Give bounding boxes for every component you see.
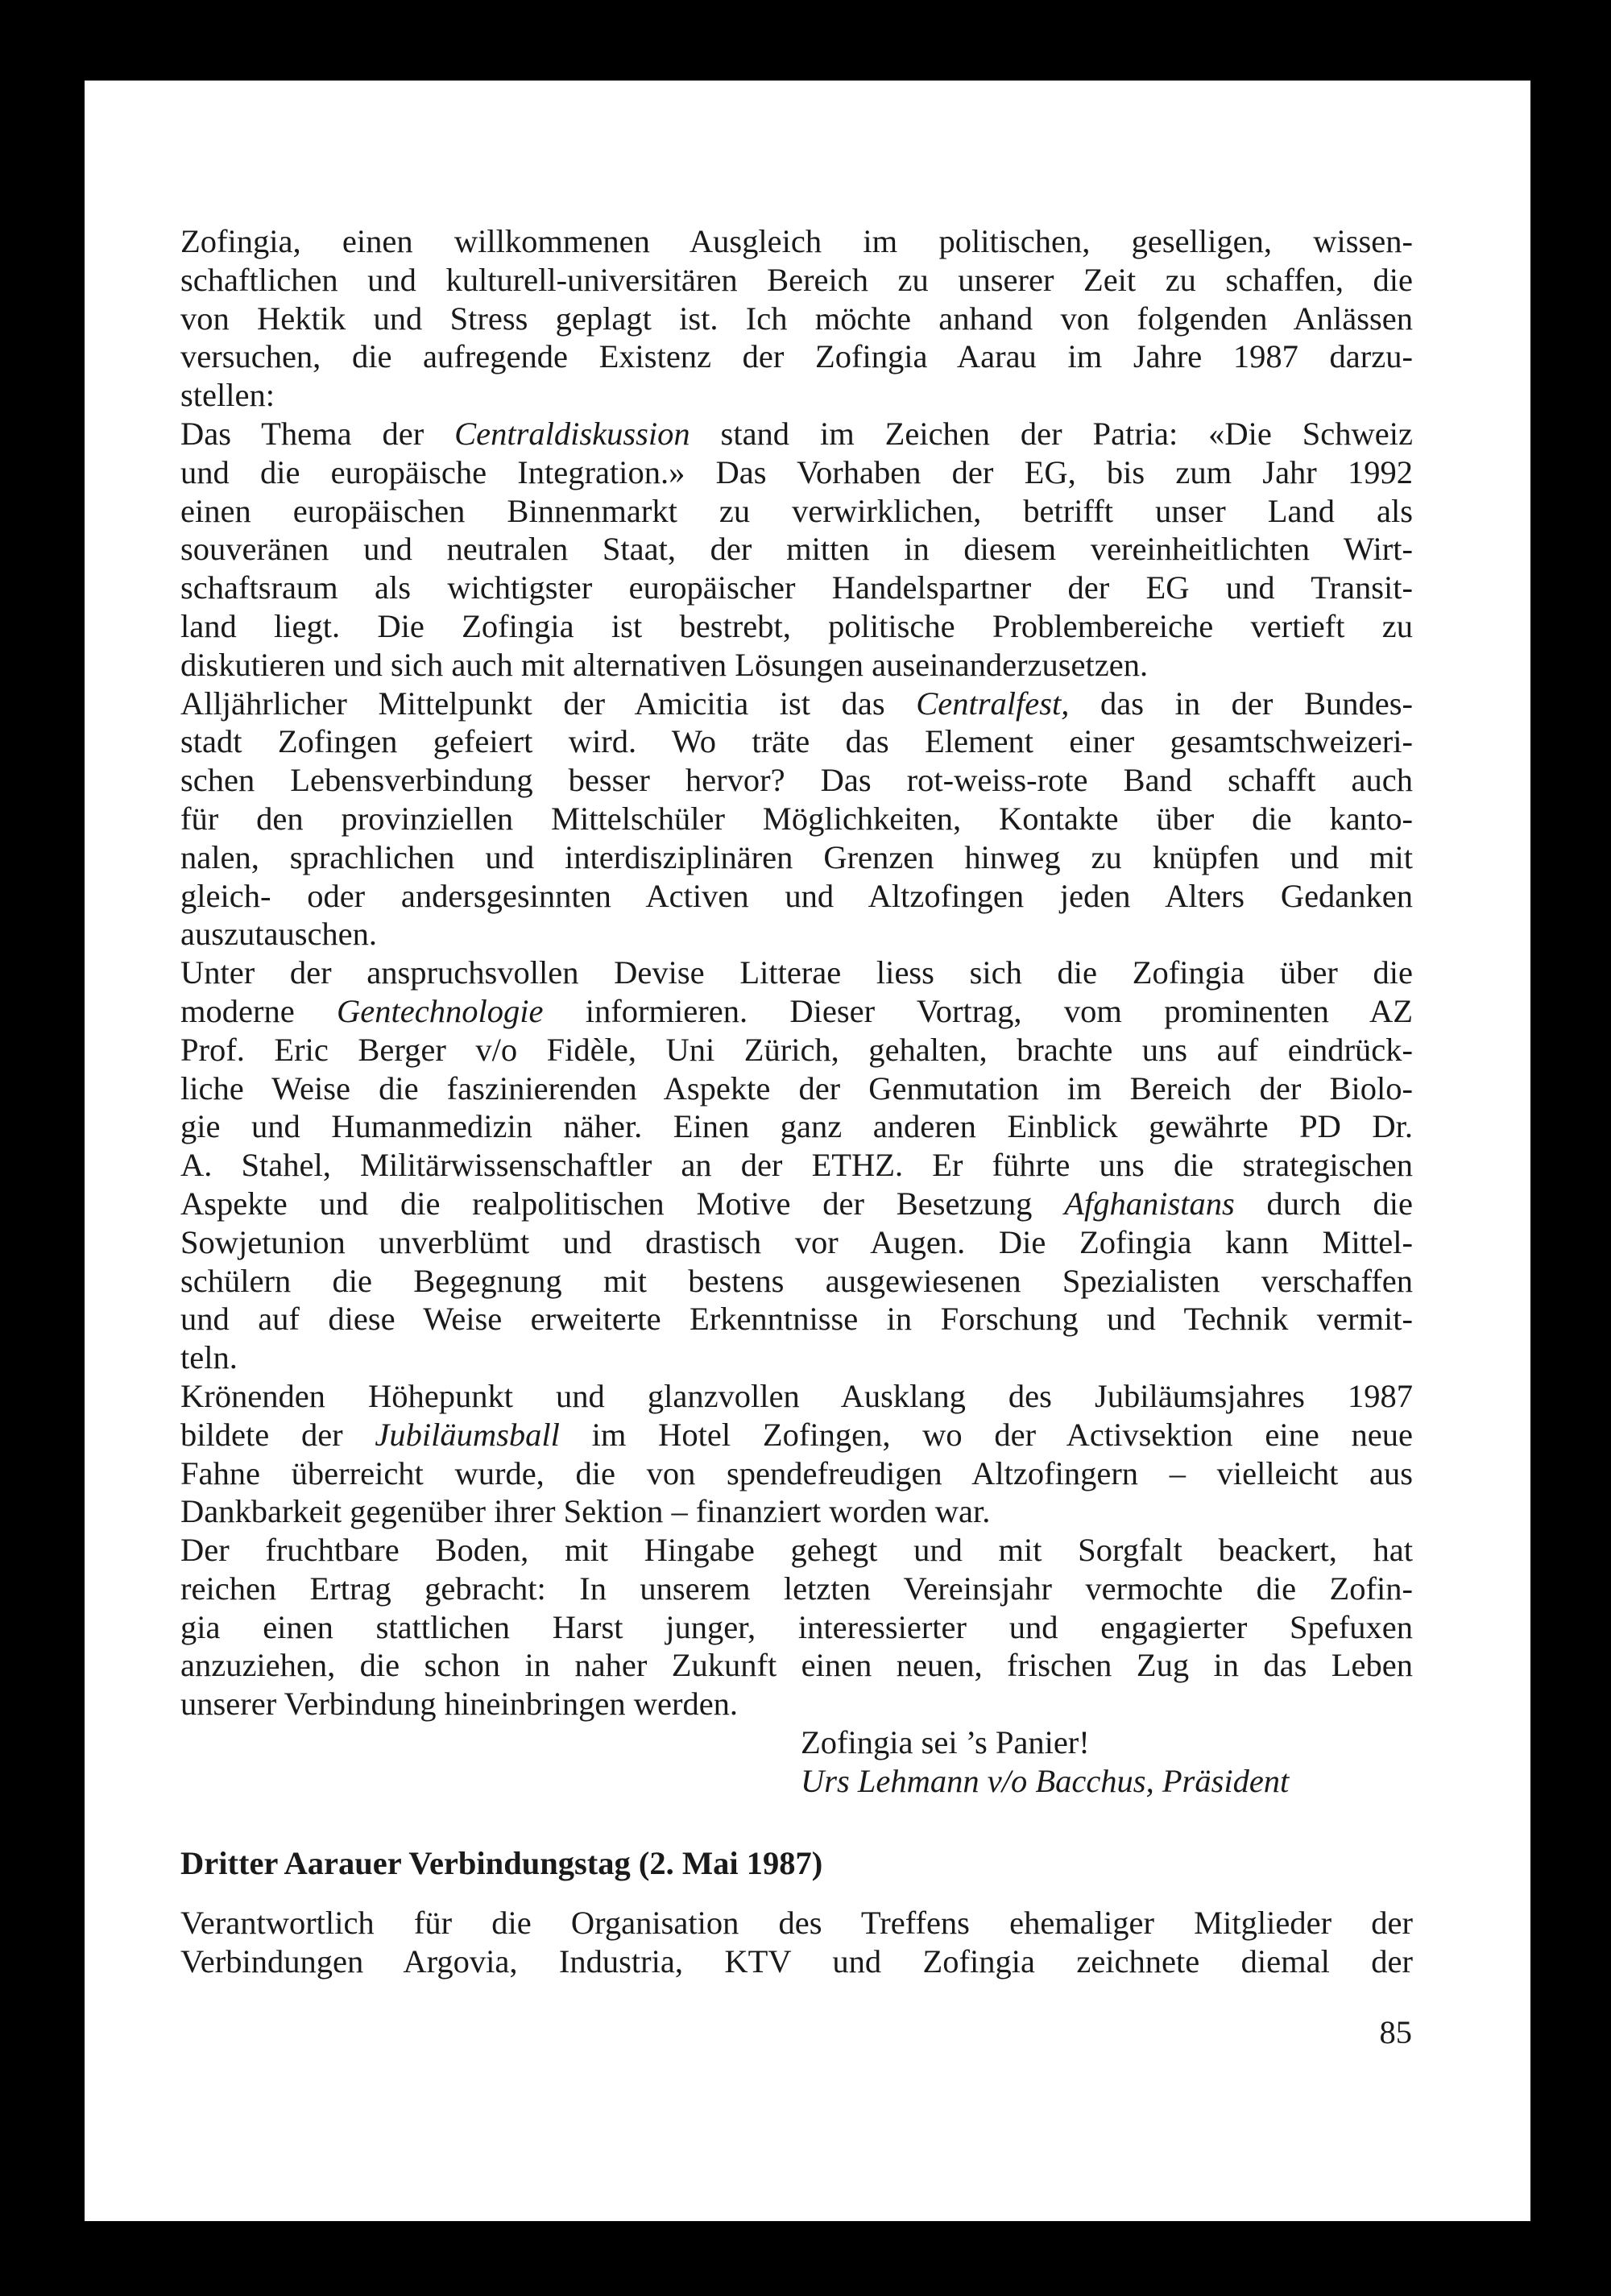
italic-term: Centralfest,	[916, 685, 1070, 722]
text-line: diskutieren und sich auch mit alternativen Lösungen auseinanderzusetzen.	[180, 646, 1149, 683]
text-line: schaftlichen und kulturell-universitären Bereich zu unserer Zeit zu schaffen, die	[180, 261, 1413, 298]
text-line: liche Weise die faszinierenden Aspekte der Genmutation im Bereich der Biolo-	[180, 1069, 1413, 1107]
text-line: moderne Gentechnologie informieren. Dieser Vortrag, vom prominenten AZ	[180, 992, 1413, 1029]
text-line: Prof. Eric Berger v/o Fidèle, Uni Zürich, gehalten, brachte uns auf eindrück-	[180, 1031, 1413, 1068]
text-line: schaftsraum als wichtigster europäischer Handelspartner der EG und Transit-	[180, 569, 1413, 606]
text-line: schülern die Begegnung mit bestens ausgewiesenen Spezialisten verschaffen	[180, 1262, 1413, 1299]
text-line: nalen, sprachlichen und interdisziplinären Grenzen hinweg zu knüpfen und mit	[180, 838, 1413, 875]
text-line: Aspekte und die realpolitischen Motive der Besetzung Afghanistans durch die	[180, 1185, 1413, 1222]
text-line: Zofingia, einen willkommenen Ausgleich im politischen, geselligen, wissen-	[180, 223, 1413, 259]
closing	[180, 1723, 1413, 1801]
text-line: Unter der anspruchsvollen Devise Litterae liess sich die Zofingia über die	[180, 954, 1413, 991]
italic-term: Jubiläumsball	[375, 1416, 560, 1453]
text-line: stadt Zofingen gefeiert wird. Wo träte das Element einer gesamtschweizeri-	[180, 723, 1413, 760]
text-line: Verbindungen Argovia, Industria, KTV und Zofingia zeichnete diemal der	[180, 1942, 1413, 1980]
text-line: Fahne überreicht wurde, die von spendefreudigen Altzofingern – vielleicht aus	[180, 1454, 1413, 1491]
document-page	[85, 81, 1530, 2221]
text-line: und auf diese Weise erweiterte Erkenntnisse in Forschung und Technik vermit-	[180, 1301, 1413, 1338]
text-line: von Hektik und Stress geplagt ist. Ich möchte anhand von folgenden Anlässen	[180, 300, 1413, 337]
text-line: Der fruchtbare Boden, mit Hingabe gehegt und mit Sorgfalt beackert, hat	[180, 1532, 1413, 1569]
italic-term: Centraldiskussion	[454, 415, 690, 452]
text-line: land liegt. Die Zofingia ist bestrebt, politische Problembereiche vertieft zu	[180, 607, 1413, 644]
text-line: einen europäischen Binnenmarkt zu verwirklichen, betrifft unser Land als	[180, 492, 1413, 529]
page-number: 85	[1379, 2014, 1412, 2050]
text-line: und die europäische Integration.» Das Vorhaben der EG, bis zum Jahr 1992	[180, 453, 1413, 490]
text-line: stellen:	[180, 377, 275, 414]
paragraph	[180, 1531, 1413, 1723]
text-line: Das Thema der Centraldiskussion stand im Zeichen der Patria: «Die Schweiz	[180, 415, 1413, 452]
text-line: souveränen und neutralen Staat, der mitten in diesem vereinheitlichten Wirt-	[180, 531, 1413, 568]
closing-motto: Zofingia sei ’s Panier!	[801, 1724, 1090, 1761]
text-line: anzuziehen, die schon in naher Zukunft einen neuen, frischen Zug in das Leben	[180, 1647, 1413, 1684]
signature: Urs Lehmann v/o Bacchus, Präsident	[801, 1762, 1290, 1799]
text-line: auszutauschen.	[180, 916, 378, 953]
text-line: Krönenden Höhepunkt und glanzvollen Ausklang des Jubiläumsjahres 1987	[180, 1377, 1413, 1414]
paragraph	[180, 222, 1413, 415]
text-line: Dankbarkeit gegenüber ihrer Sektion – finanziert worden war.	[180, 1493, 991, 1530]
paragraph	[180, 954, 1413, 1377]
text-line: Verantwortlich für die Organisation des Treffens ehemaliger Mitglieder der	[180, 1905, 1413, 1941]
text-line: schen Lebensverbindung besser hervor? Das rot-weiss-rote Band schafft auch	[180, 762, 1413, 799]
italic-term: Gentechnologie	[337, 992, 544, 1029]
text-line: teln.	[180, 1339, 238, 1376]
body-text	[180, 222, 1413, 1801]
text-line: Sowjetunion unverblümt und drastisch vor Augen. Die Zofingia kann Mittel-	[180, 1223, 1413, 1260]
text-line: bildete der Jubiläumsball im Hotel Zofingen, wo der Activsektion eine neue	[180, 1416, 1413, 1453]
text-line: versuchen, die aufregende Existenz der Zofingia Aarau im Jahre 1987 darzu-	[180, 338, 1413, 375]
text-line: Alljährlicher Mittelpunkt der Amicitia ist das Centralfest, das in der Bundes-	[180, 685, 1413, 722]
text-line: für den provinziellen Mittelschüler Möglichkeiten, Kontakte über die kanto-	[180, 800, 1413, 837]
text-line: gia einen stattlichen Harst junger, interessierter und engagierter Spefuxen	[180, 1608, 1413, 1645]
paragraph	[180, 685, 1413, 954]
text-line: gleich- oder andersgesinnten Activen und Altzofingen jeden Alters Gedanken	[180, 877, 1413, 914]
paragraph	[180, 1377, 1413, 1531]
italic-term: Afghanistans	[1064, 1185, 1235, 1222]
text-line: unserer Verbindung hineinbringen werden.	[180, 1686, 739, 1723]
section-text	[180, 1904, 1413, 1981]
text-line: reichen Ertrag gebracht: In unserem letzten Vereinsjahr vermochte die Zofin-	[180, 1570, 1413, 1607]
text-line: gie und Humanmedizin näher. Einen ganz anderen Einblick gewährte PD Dr.	[180, 1108, 1413, 1145]
text-line: A. Stahel, Militärwissenschaftler an der ETHZ. Er führte uns die strategischen	[180, 1147, 1413, 1184]
section-heading: Dritter Aarauer Verbindungstag (2. Mai 1987)	[180, 1845, 823, 1881]
paragraph	[180, 415, 1413, 685]
